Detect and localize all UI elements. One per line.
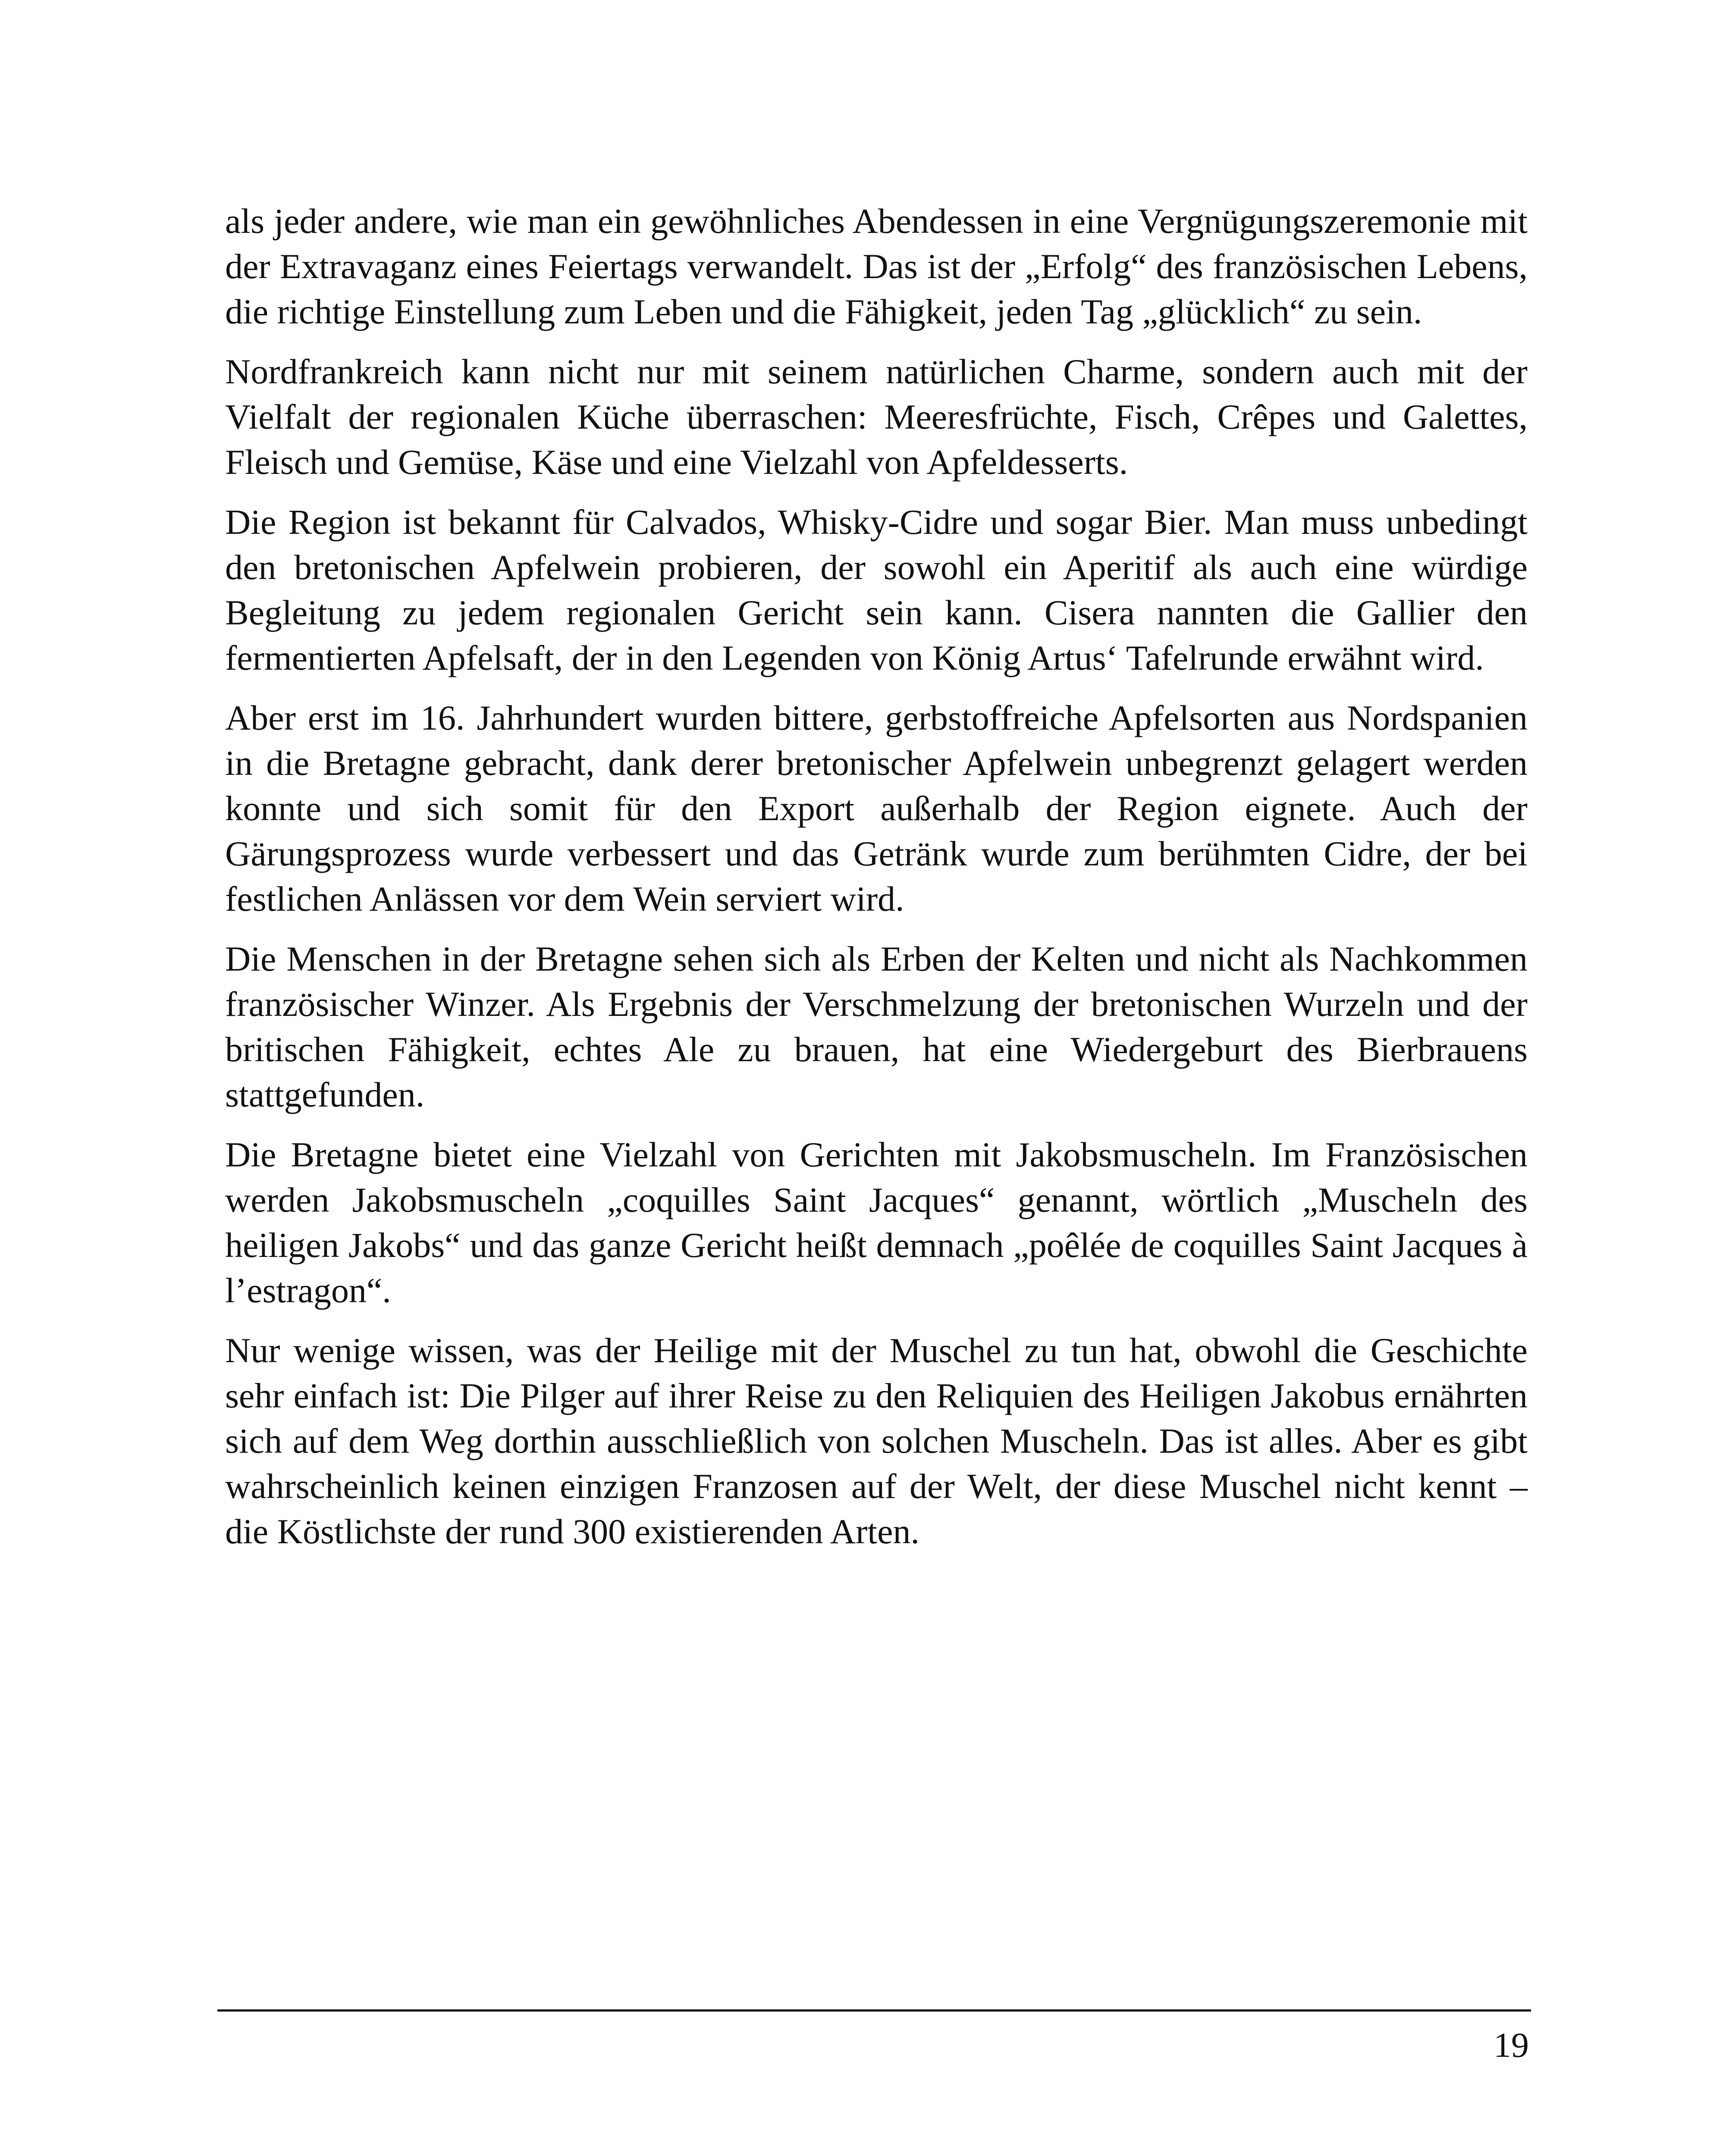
paragraph-5: Die Menschen in der Bretagne sehen sich als Erben der Kelten und nicht als Nachkommen französischer Winzer. Als Ergebnis der Verschmelzung der bretonischen Wurzeln und der britischen Fähigkeit, echtes Ale zu brauen, hat eine Wiedergeburt des Bierbrauens stattgefunden. — [225, 939, 1528, 1114]
footer-rule — [217, 2009, 1531, 2012]
paragraph-4: Aber erst im 16. Jahrhundert wurden bittere, gerbstoffreiche Apfelsorten aus Nordspanien in die Bretagne gebracht, dank derer bretonischer Apfelwein unbegrenzt gelagert werden konnte und sich somit für den Export außerhalb der Region eignete. Auch der Gärungsprozess wurde verbessert und das Getränk wurde zum berühmten Cidre, der bei festlichen Anlässen vor dem Wein serviert wird. — [225, 698, 1528, 918]
paragraph-2: Nordfrankreich kann nicht nur mit seinem natürlichen Charme, sondern auch mit der Vielfalt der regionalen Küche überraschen: Meeresfrüchte, Fisch, Crêpes und Galettes, Fleisch und Gemüse, Käse und eine Vielzahl von Apfeldesserts. — [225, 352, 1528, 482]
paragraph-7: Nur wenige wissen, was der Heilige mit der Muschel zu tun hat, obwohl die Geschichte sehr einfach ist: Die Pilger auf ihrer Reise zu den Reliquien des Heiligen Jakobus ernährten sich auf dem Weg dorthin ausschließlich von solchen Muscheln. Das ist alles. Aber es gibt wahrscheinlich keinen einzigen Franzosen auf der Welt, der diese Muschel nicht kennt – die Köstlichste der rund 300 existierenden Arten. — [225, 1331, 1528, 1551]
paragraph-6: Die Bretagne bietet eine Vielzahl von Gerichten mit Jakobsmuscheln. Im Französischen werden Jakobsmuscheln „coquilles Saint Jacques“ genannt, wörtlich „Muscheln des heiligen Jakobs“ und das ganze Gericht heißt demnach „poêlée de coquilles Saint Jacques à l’estragon“. — [225, 1135, 1528, 1310]
paragraph-3: Die Region ist bekannt für Calvados, Whisky-Cidre und sogar Bier. Man muss unbedingt den bretonischen Apfelwein probieren, der sowohl ein Aperitif als auch eine würdige Begleitung zu jedem regionalen Gericht sein kann. Cisera nannten die Gallier den fermentierten Apfelsaft, der in den Legenden von König Artus‘ Tafelrunde erwähnt wird. — [225, 502, 1528, 677]
page-number: 19 — [1494, 2025, 1529, 2065]
body-text — [225, 198, 1528, 1569]
paragraph-1: als jeder andere, wie man ein gewöhnliches Abendessen in eine Vergnügungszeremonie mit der Extravaganz eines Feiertags verwandelt. Das ist der „Erfolg“ des französischen Lebens, die richtige Einstellung zum Leben und die Fähigkeit, jeden Tag „glücklich“ zu sein. — [225, 201, 1528, 331]
